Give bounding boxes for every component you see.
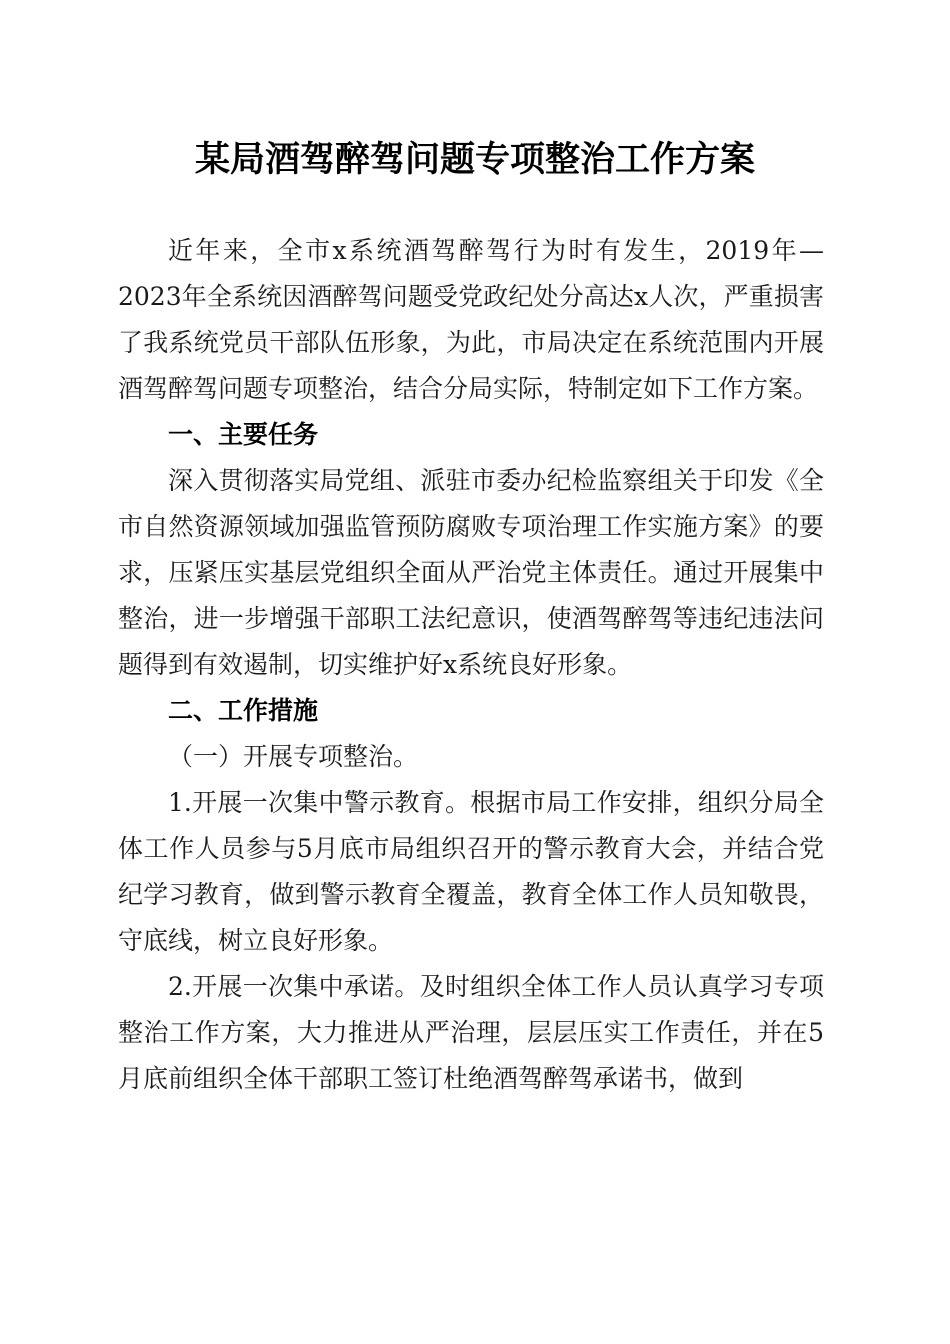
measure-item-1: 1.开展一次集中警示教育。根据市局工作安排，组织分局全体工作人员参与5月底市局组织召开的警示教育大会，并结合党纪学习教育，做到警示教育全覆盖，教育全体工作人员知敬畏，守底线，树立良好形象。: [118, 788, 824, 955]
document-body: [118, 228, 824, 1102]
subsection-heading-special-rectification: （一）开展专项整治。: [168, 742, 419, 771]
section-heading-main-tasks: 一、主要任务: [168, 420, 319, 449]
measure-item-2: 2.开展一次集中承诺。及时组织全体工作人员认真学习专项整治工作方案，大力推进从严治理，层层压实工作责任，并在5月底前组织全体干部职工签订杜绝酒驾醉驾承诺书，做到: [118, 972, 824, 1093]
document-title: 某局酒驾醉驾问题专项整治工作方案: [194, 139, 755, 180]
main-tasks-paragraph: 深入贯彻落实局党组、派驻市委办纪检监察组关于印发《全市自然资源领域加强监管预防腐败专项治理工作实施方案》的要求，压紧压实基层党组织全面从严治党主体责任。通过开展集中整治，进一步增强干部职工法纪意识，使酒驾醉驾等违纪违法问题得到有效遏制，切实维护好x系统良好形象。: [118, 466, 824, 679]
section-heading-measures: 二、工作措施: [168, 696, 319, 725]
intro-paragraph: 近年来，全市x系统酒驾醉驾行为时有发生，2019年—2023年全系统因酒醉驾问题受党政纪处分高达x人次，严重损害了我系统党员干部队伍形象，为此，市局决定在系统范围内开展酒驾醉驾问题专项整治，结合分局实际，特制定如下工作方案。: [118, 236, 824, 403]
